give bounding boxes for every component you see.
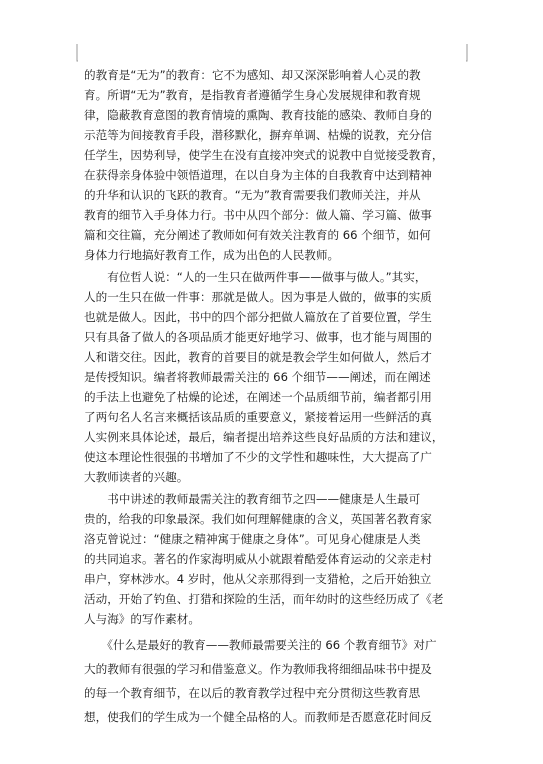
body-text-line: 育。所谓“无为”教育，是指教育者遵循学生身心发展规律和教育规	[84, 88, 421, 102]
body-text-line: 示范等为间接教育手段，潜移默化，摒弃单调、枯燥的说教，充分信	[84, 128, 432, 142]
body-text-line: 大教师读者的兴趣。	[84, 470, 189, 484]
body-text-line: 只有具备了做人的各项品质才能更好地学习、做事，也才能与周围的	[84, 330, 432, 344]
body-text-line: 人的一生只在做一件事：那就是做人。因为事是人做的，做事的实质	[84, 290, 432, 304]
body-text-line: 人和谐交往。因此，教育的首要目的就是教会学生如何做人，然后才	[84, 350, 432, 364]
body-text-line: 律，隐蔽教育意图的教育情境的熏陶、教育技能的感染、教师自身的	[84, 108, 432, 122]
body-text-line: 洛克曾说过：“健康之精神寓于健康之身体”。可见身心健康是人类	[84, 532, 421, 546]
body-text-line: 了两句名人名言来概括该品质的重要意义，紧接着运用一些鲜活的真	[84, 410, 432, 424]
body-text-line: 是传授知识。编者将教师最需关注的 66 个细节——阐述，而在阐述	[84, 370, 431, 384]
paragraph-first-line: 书中讲述的教师最需关注的教育细节之四——健康是人生最可	[84, 492, 421, 506]
body-text-line: 贵的，给我的印象最深。我们如何理解健康的含义，英国著名教育家	[84, 512, 432, 526]
body-text-line: 的手法上也避免了枯燥的论述，在阐述一个品质细节前，编者都引用	[84, 390, 432, 404]
paragraph-first-line: 《什么是最好的教育——教师最需要关注的 66 个教育细节》对广	[84, 638, 437, 652]
body-text-line: 的共同追求。著名的作家海明威从小就跟着酷爱体育运动的父亲走村	[84, 552, 432, 566]
body-text-line: 也就是做人。因此，书中的四个部分把做人篇放在了首要位置，学生	[84, 310, 432, 324]
body-text-line: 身体力行地搞好教育工作，成为出色的人民教师。	[84, 248, 340, 262]
body-text-line: 人实例来具体论述，最后，编者提出培养这些良好品质的方法和建议，	[84, 430, 444, 444]
paragraph-first-line: 有位哲人说：“人的一生只在做两件事——做事与做人。”其实，	[84, 270, 427, 284]
body-text-line: 教育的细节入手身体力行。书中从四个部分：做人篇、学习篇、做事	[84, 208, 432, 222]
body-text-line: 的升华和认识的飞跃的教育。“无为”教育需要我们教师关注，并从	[84, 188, 421, 202]
body-text-line: 人与海》的写作素材。	[84, 612, 200, 626]
body-text-line: 串户，穿林涉水。4 岁时，他从父亲那得到一支猎枪，之后开始独立	[84, 572, 432, 586]
body-text-line: 在获得亲身体验中领悟道理，在以自身为主体的自我教育中达到精神	[84, 168, 432, 182]
crop-mark-top-right	[466, 44, 484, 62]
body-text-line: 的教育是“无为”的教育：它不为感知、却又深深影响着人心灵的教	[84, 68, 421, 82]
body-text-line: 大的教师有很强的学习和借鉴意义。作为教师我将细细品味书中提及	[84, 662, 432, 676]
body-text-line: 使这本理论性很强的书增加了不少的文学性和趣味性，大大提高了广	[84, 450, 432, 464]
body-text-line: 想，使我们的学生成为一个健全品格的人。而教师是否愿意花时间反	[84, 710, 432, 724]
body-text-line: 任学生，因势利导，使学生在没有直接冲突式的说教中自觉接受教育，	[84, 148, 444, 162]
body-text-line: 活动，开始了钓鱼、打猎和探险的生活，而年幼时的这些经历成了《老	[84, 592, 444, 606]
crop-mark-top-left	[60, 44, 78, 62]
body-text-line: 的每一个教育细节，在以后的教育教学过程中充分贯彻这些教育思	[84, 686, 421, 700]
body-text-line: 篇和交往篇，充分阐述了教师如何有效关注教育的 66 个细节，如何	[84, 228, 431, 242]
